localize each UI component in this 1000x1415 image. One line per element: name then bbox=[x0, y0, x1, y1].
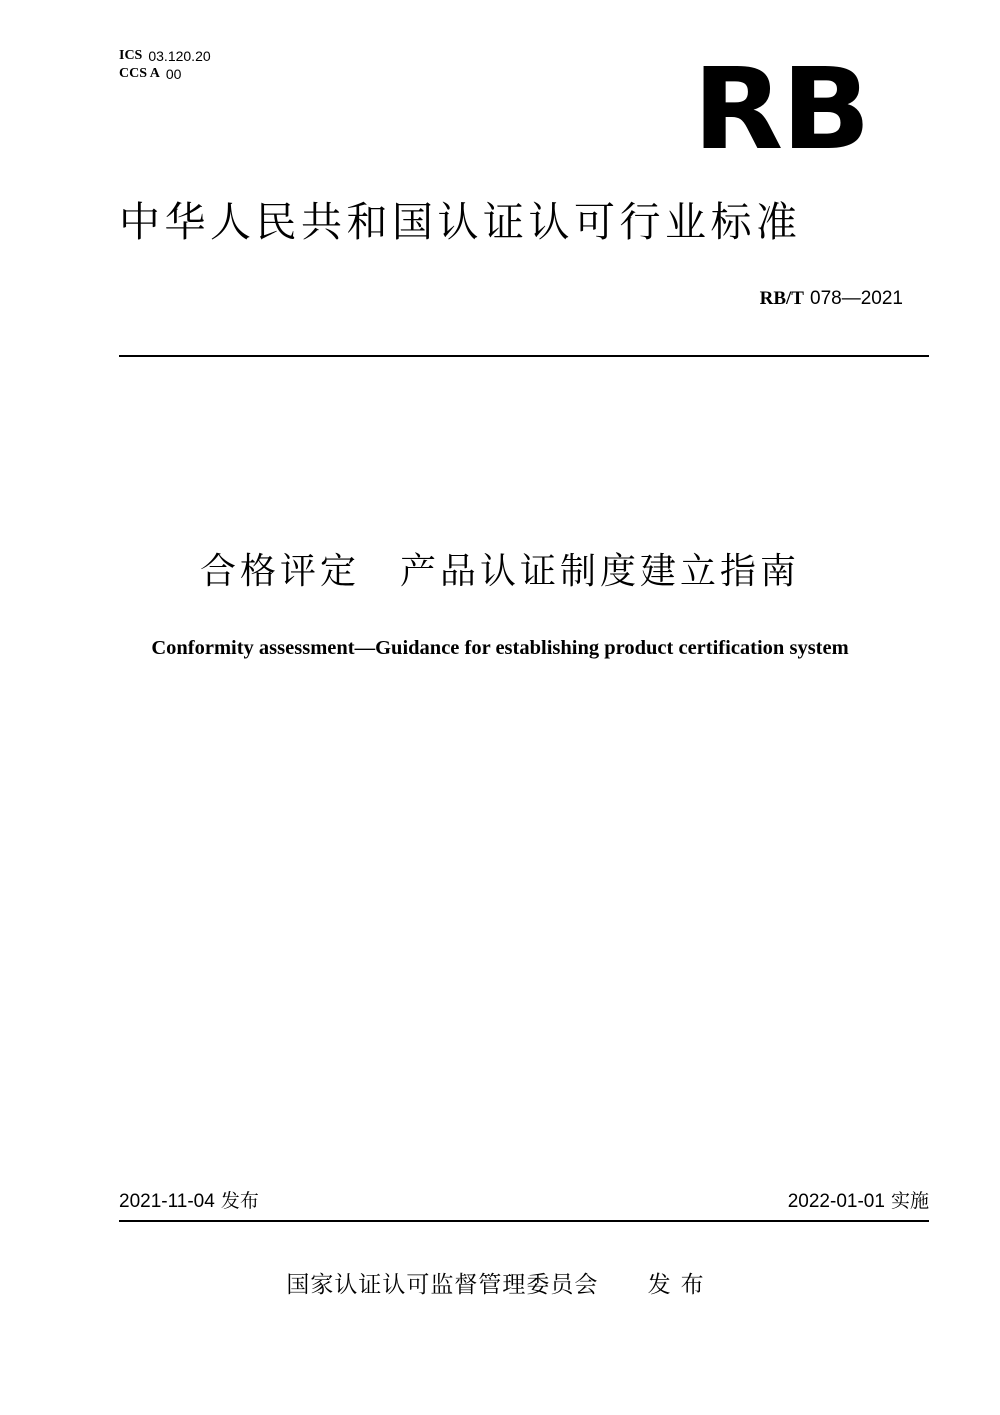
industry-standard-title: 中华人民共和国认证认可行业标准 bbox=[119, 198, 802, 246]
implementation-date bbox=[788, 1186, 929, 1217]
document-title: 合格评定 产品认证制度建立指南 bbox=[199, 551, 800, 592]
ccs-value: 00 bbox=[165, 66, 182, 82]
ccs-label: CCS A bbox=[119, 66, 160, 81]
issuer bbox=[0, 1265, 1000, 1305]
classification-codes bbox=[119, 47, 211, 83]
ics-code bbox=[119, 47, 211, 65]
document-english-title: Conformity assessment—Guidance for establishing product certification system bbox=[151, 637, 849, 659]
bottom-divider bbox=[119, 1220, 929, 1222]
ics-value: 03.120.20 bbox=[148, 48, 211, 64]
ccs-code bbox=[119, 65, 211, 83]
standard-number bbox=[760, 286, 903, 311]
issue-date-value: 2021-11-04 bbox=[119, 1191, 215, 1212]
issuer-name: 国家认证认可监督管理委员会 bbox=[286, 1272, 599, 1298]
issue-date bbox=[119, 1186, 259, 1217]
standard-number-prefix: RB/T bbox=[759, 288, 804, 309]
implementation-date-value: 2022-01-01 bbox=[787, 1191, 885, 1212]
implementation-date-label: 实施 bbox=[890, 1190, 929, 1212]
top-divider bbox=[119, 355, 929, 357]
ics-label: ICS bbox=[119, 48, 143, 63]
rb-logo: RB bbox=[692, 45, 869, 175]
issuer-action: 发布 bbox=[647, 1272, 714, 1298]
issue-date-label: 发布 bbox=[220, 1190, 259, 1212]
standard-number-value: 078—2021 bbox=[810, 288, 903, 309]
